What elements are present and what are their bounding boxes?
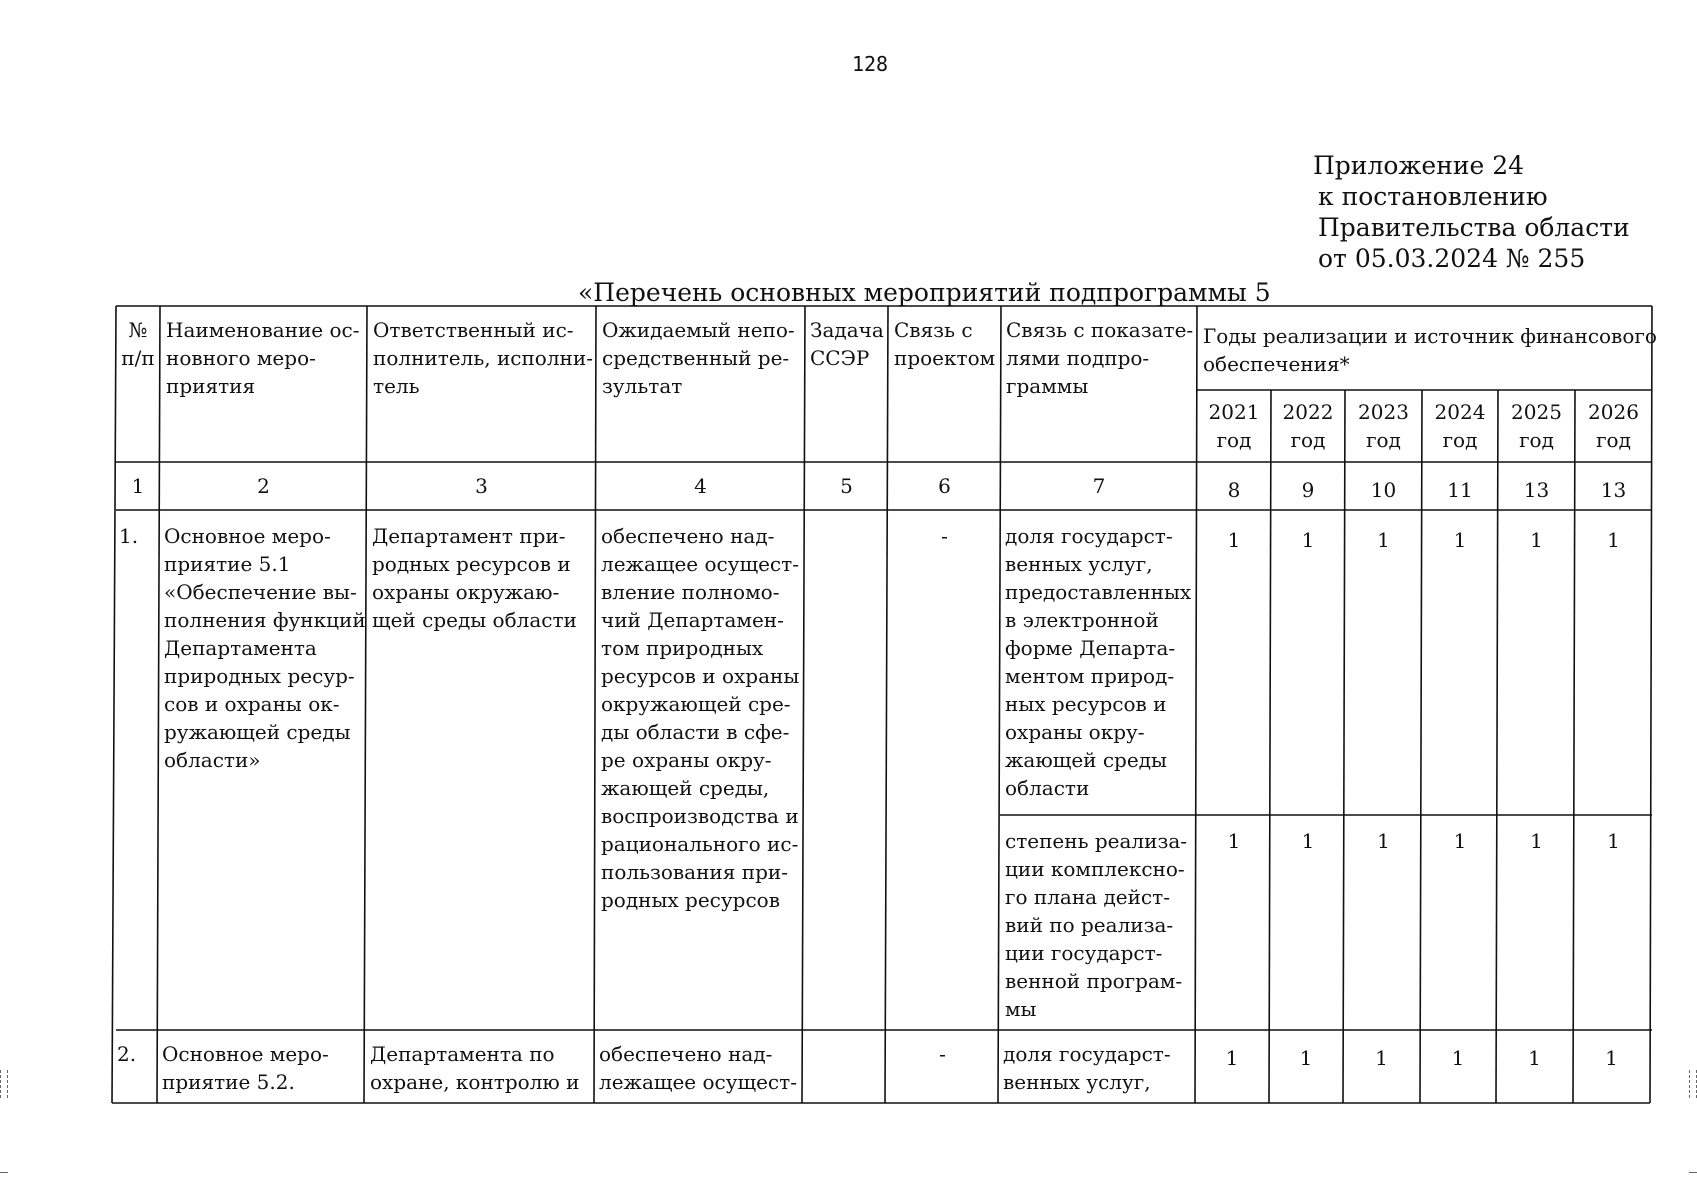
- text-line: жающей среды,: [601, 776, 770, 800]
- text-line: ции государст-: [1005, 941, 1163, 965]
- text-line: полнения функций: [164, 608, 366, 632]
- row-1-activity-name: [164, 522, 366, 774]
- text-line: чий Департамен-: [601, 608, 784, 632]
- column-number: 4: [694, 474, 707, 498]
- value-cell: 1: [1227, 528, 1241, 552]
- year-value: 2021: [1208, 400, 1260, 424]
- text-line: ды области в сфе-: [601, 720, 790, 744]
- value-cell: 1: [1375, 1046, 1388, 1070]
- header-line: ССЭР: [810, 346, 870, 370]
- year-value: 2024: [1434, 400, 1486, 424]
- row-1-executor: [372, 522, 577, 634]
- text-line: обеспечено над-: [601, 524, 775, 548]
- scan-edge-tick: [0, 1172, 8, 1173]
- column-number: 7: [1092, 474, 1106, 498]
- value-cell: 1: [1301, 528, 1315, 552]
- text-line: охраны окру-: [1005, 720, 1145, 744]
- text-line: воспроизводства и: [601, 804, 799, 828]
- header-year-2023: [1345, 398, 1422, 454]
- text-line: области: [1005, 776, 1090, 800]
- value-cell: 1: [1528, 1046, 1541, 1070]
- appendix-line-3: Правительства области: [1318, 213, 1630, 242]
- value-cell: 1: [1530, 528, 1543, 552]
- text-line: приятие 5.2.: [162, 1070, 295, 1094]
- value-cell: 1: [1453, 829, 1467, 853]
- row-2-expected-result: [599, 1040, 797, 1096]
- header-line: Ожидаемый непо-: [602, 318, 795, 342]
- year-unit: год: [1290, 428, 1326, 452]
- year-unit: год: [1442, 428, 1478, 452]
- text-line: вление полномо-: [601, 580, 780, 604]
- year-value: 2025: [1511, 400, 1562, 424]
- column-number: 1: [131, 474, 145, 498]
- text-line: вий по реализа-: [1005, 913, 1174, 937]
- header-line: Задача: [810, 318, 884, 342]
- text-line: охране, контролю и: [370, 1070, 580, 1094]
- column-number: 8: [1227, 478, 1241, 502]
- text-line: обеспечено над-: [599, 1042, 773, 1066]
- column-number: 3: [475, 474, 488, 498]
- column-number: 13: [1523, 478, 1550, 502]
- header-number: [116, 316, 160, 372]
- text-line: области»: [164, 748, 261, 772]
- text-line: охраны окружаю-: [372, 580, 560, 604]
- text-line: «Обеспечение вы-: [164, 580, 357, 604]
- year-unit: год: [1216, 428, 1252, 452]
- text-line: степень реализа-: [1005, 829, 1188, 853]
- row-1-project: -: [941, 524, 948, 548]
- column-number: 2: [257, 474, 270, 498]
- scan-edge-tick: [1689, 1172, 1697, 1173]
- text-line: предоставленных: [1005, 580, 1192, 604]
- header-year-2026: [1575, 398, 1652, 454]
- text-line: приятие 5.1: [164, 552, 291, 576]
- column-number: 5: [840, 474, 853, 498]
- text-line: венных услуг,: [1003, 1070, 1151, 1094]
- value-cell: 1: [1605, 1046, 1618, 1070]
- appendix-line-2: к постановлению: [1318, 182, 1548, 211]
- text-line: лежащее осущест-: [599, 1070, 797, 1094]
- page-number: 128: [851, 52, 889, 76]
- appendix-line-4: от 05.03.2024 № 255: [1318, 244, 1586, 273]
- header-year-2021: [1197, 398, 1271, 454]
- scan-edge-mark: [0, 1070, 8, 1098]
- header-year-2022: [1271, 398, 1345, 454]
- text-line: рационального ис-: [601, 832, 799, 856]
- year-unit: год: [1366, 428, 1401, 452]
- header-project-link: [894, 316, 995, 372]
- text-line: родных ресурсов: [601, 888, 780, 912]
- year-value: 2022: [1282, 400, 1334, 424]
- text-line: Основное меро-: [162, 1042, 329, 1066]
- text-line: форме Департа-: [1005, 636, 1176, 660]
- header-line: Годы реализации и источник финансового: [1203, 324, 1657, 348]
- text-line: Департамента по: [370, 1042, 555, 1066]
- row-2-project: -: [939, 1042, 946, 1066]
- text-line: окружающей сре-: [601, 692, 791, 716]
- scan-edge-mark: [1689, 1070, 1697, 1098]
- value-cell: 1: [1377, 528, 1390, 552]
- appendix-line-1: Приложение 24: [1313, 151, 1525, 180]
- value-cell: 1: [1453, 528, 1467, 552]
- text-line: венной програм-: [1005, 969, 1183, 993]
- header-executor: [373, 316, 593, 400]
- header-indicator-link: [1006, 316, 1193, 400]
- header-line: полнитель, исполни-: [373, 346, 593, 370]
- header-expected-result: [602, 316, 795, 400]
- text-line: ных ресурсов и: [1005, 692, 1167, 716]
- header-years-group: [1203, 322, 1657, 378]
- header-line: тель: [373, 374, 420, 398]
- header-line: зультат: [602, 374, 683, 398]
- row-1-expected-result: [601, 522, 799, 914]
- text-line: ре охраны окру-: [601, 748, 772, 772]
- value-cell: 1: [1377, 829, 1390, 853]
- column-number: 11: [1447, 478, 1473, 502]
- text-line: природных ресур-: [164, 664, 355, 688]
- header-activity-name: [166, 316, 360, 400]
- row-2-executor: [370, 1040, 580, 1096]
- header-year-2024: [1422, 398, 1498, 454]
- value-cell: 1: [1607, 829, 1620, 853]
- value-cell: 1: [1225, 1046, 1239, 1070]
- header-task-sser: [810, 316, 884, 372]
- row-2-activity-name: [162, 1040, 329, 1096]
- year-unit: год: [1519, 428, 1554, 452]
- value-cell: 1: [1451, 1046, 1465, 1070]
- text-line: ресурсов и охраны: [601, 664, 800, 688]
- text-line: родных ресурсов и: [372, 552, 571, 576]
- header-line: новного меро-: [166, 346, 316, 370]
- text-line: Департамент при-: [372, 524, 566, 548]
- row-2-number: 2.: [117, 1042, 137, 1066]
- text-line: ментом природ-: [1005, 664, 1175, 688]
- text-line: доля государст-: [1005, 524, 1173, 548]
- year-value: 2026: [1588, 400, 1639, 424]
- header-line: обеспечения*: [1203, 352, 1350, 376]
- year-unit: год: [1596, 428, 1631, 452]
- header-number-line: п/п: [121, 346, 155, 370]
- header-line: граммы: [1006, 374, 1089, 398]
- header-line: Наименование ос-: [166, 318, 360, 342]
- document-title: «Перечень основных мероприятий подпрограммы 5: [578, 278, 1271, 307]
- header-line: средственный ре-: [602, 346, 790, 370]
- text-line: мы: [1005, 997, 1037, 1021]
- text-line: щей среды области: [372, 608, 577, 632]
- text-line: Основное меро-: [164, 524, 331, 548]
- text-line: го плана дейст-: [1005, 885, 1170, 909]
- text-line: жающей среды: [1005, 748, 1167, 772]
- column-number: 13: [1600, 478, 1627, 502]
- header-line: приятия: [166, 374, 256, 398]
- text-line: ружающей среды: [164, 720, 351, 744]
- row-1-indicator-2: [1005, 827, 1187, 1023]
- row-1-indicator-1: [1005, 522, 1191, 802]
- text-line: Департамента: [164, 636, 317, 660]
- column-number: 10: [1370, 478, 1397, 502]
- row-2-indicator-1: [1003, 1040, 1171, 1096]
- text-line: пользования при-: [601, 860, 788, 884]
- column-number: 6: [938, 474, 951, 498]
- column-number: 9: [1301, 478, 1315, 502]
- text-line: том природных: [601, 636, 764, 660]
- header-year-2025: [1498, 398, 1575, 454]
- text-line: лежащее осущест-: [601, 552, 799, 576]
- value-cell: 1: [1299, 1046, 1313, 1070]
- year-value: 2023: [1358, 400, 1409, 424]
- value-cell: 1: [1530, 829, 1543, 853]
- row-1-number: 1.: [119, 524, 139, 548]
- value-cell: 1: [1227, 829, 1241, 853]
- text-line: ции комплексно-: [1005, 857, 1185, 881]
- text-line: в электронной: [1005, 608, 1159, 632]
- value-cell: 1: [1607, 528, 1620, 552]
- header-line: Связь с: [894, 318, 973, 342]
- text-line: венных услуг,: [1005, 552, 1153, 576]
- header-line: Ответственный ис-: [373, 318, 574, 342]
- header-number-line: №: [128, 318, 148, 342]
- header-line: лями подпро-: [1006, 346, 1150, 370]
- header-line: проектом: [894, 346, 996, 370]
- text-line: доля государст-: [1003, 1042, 1171, 1066]
- header-line: Связь с показате-: [1006, 318, 1194, 342]
- text-line: сов и охраны ок-: [164, 692, 340, 716]
- value-cell: 1: [1301, 829, 1315, 853]
